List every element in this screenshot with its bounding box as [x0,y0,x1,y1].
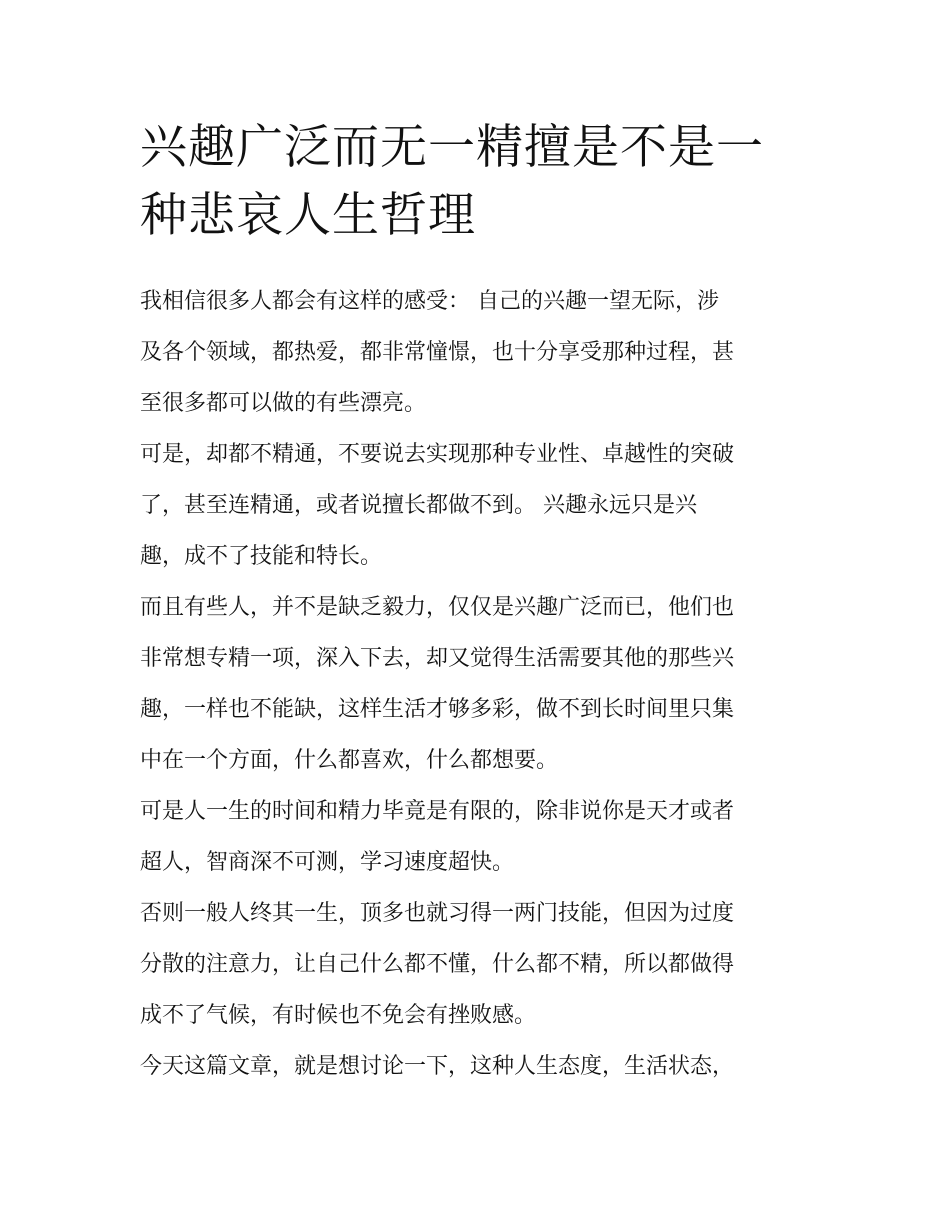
text-line: 超人，智商深不可测，学习速度超快。 [140,850,515,875]
text-line: 而且有些人，并不是缺乏毅力，仅仅是兴趣广泛而已，他们也 [140,595,735,620]
text-line: 可是人一生的时间和精力毕竟是有限的，除非说你是天才或者 [140,799,735,824]
text-line: 我相信很多人都会有这样的感受： 自己的兴趣一望无际，涉 [140,289,719,314]
paragraph-5 [140,888,820,1041]
text-line: 可是，却都不精通，不要说去实现那种专业性、卓越性的突破 [140,442,735,467]
title-line: 兴趣广泛而无一精擅是不是一 [140,120,764,175]
title-line: 种悲哀人生哲理 [140,188,476,243]
article-body [140,276,820,1092]
text-line: 了，甚至连精通，或者说擅长都做不到。 兴趣永远只是兴 [140,493,697,518]
text-line: 趣，成不了技能和特长。 [140,544,383,569]
text-line: 非常想专精一项，深入下去，却又觉得生活需要其他的那些兴 [140,646,735,671]
paragraph-4 [140,786,820,888]
text-line: 及各个领域，都热爱，都非常憧憬，也十分享受那种过程，甚 [140,340,735,365]
paragraph-6 [140,1041,820,1092]
paragraph-2 [140,429,820,582]
paragraph-1 [140,276,820,429]
text-line: 中在一个方面，什么都喜欢，什么都想要。 [140,748,559,773]
text-line: 趣，一样也不能缺，这样生活才够多彩，做不到长时间里只集 [140,697,735,722]
text-line: 至很多都可以做的有些漂亮。 [140,391,427,416]
article-title [140,114,810,250]
text-line: 今天这篇文章，就是想讨论一下，这种人生态度，生活状态， [140,1054,735,1079]
text-line: 分散的注意力，让自己什么都不懂，什么都不精，所以都做得 [140,952,735,977]
text-line: 成不了气候，有时候也不免会有挫败感。 [140,1003,537,1028]
paragraph-3 [140,582,820,786]
text-line: 否则一般人终其一生，顶多也就习得一两门技能，但因为过度 [140,901,735,926]
